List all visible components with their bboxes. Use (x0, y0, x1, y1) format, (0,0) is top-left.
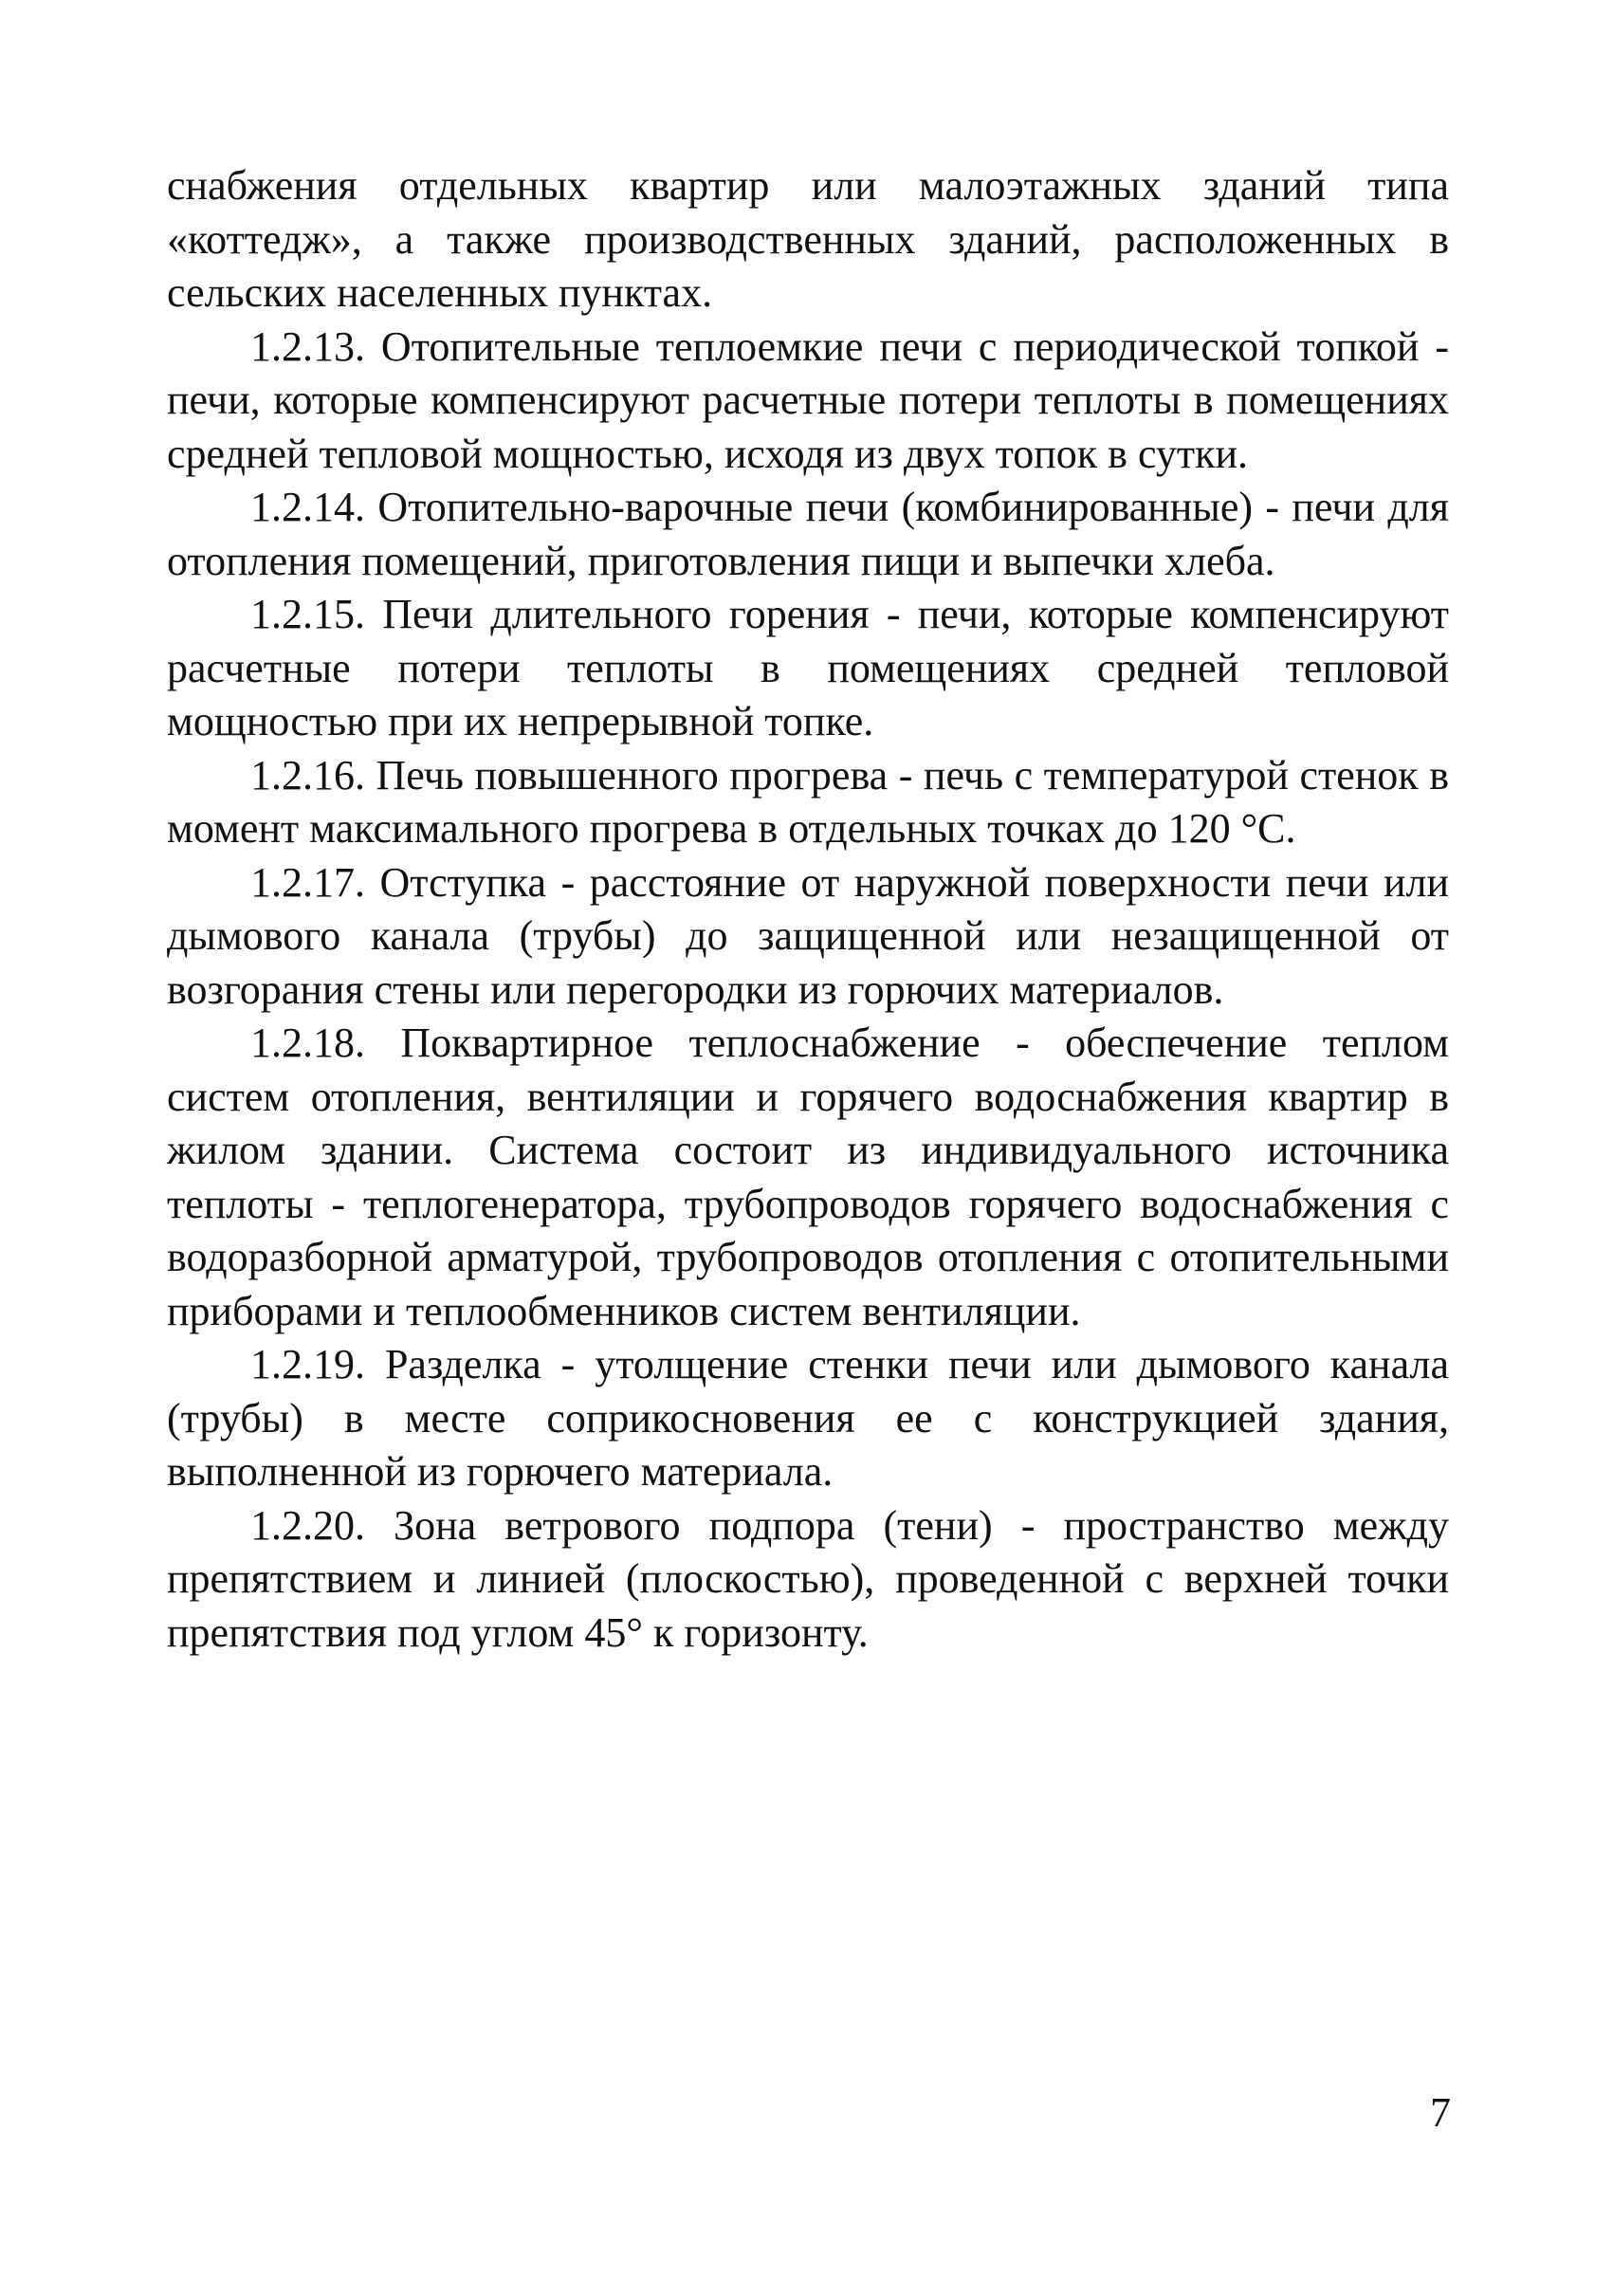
paragraph-1-2-14: 1.2.14. Отопительно-варочные печи (комбинированные) - печи для отопления помещений, приготовления пищи и выпечки хлеба. (167, 484, 1449, 584)
paragraph-1-2-16: 1.2.16. Печь повышенного прогрева - печь с температурой стенок в момент максимального прогрева в отдельных точках до 120 °С. (167, 751, 1449, 852)
paragraph-1-2-15: 1.2.15. Печи длительного горения - печи, которые компенсируют расчетные потери теплоты в помещениях средней тепловой мощностью при их непрерывной топке. (167, 591, 1449, 744)
paragraph-1-2-13: 1.2.13. Отопительные теплоемкие печи с периодической топкой - печи, которые компенсируют расчетные потери теплоты в помещениях средней тепловой мощностью, исходя из двух топок в сутки. (167, 322, 1449, 477)
paragraph-1-2-20: 1.2.20. Зона ветрового подпора (тени) - пространство между препятствием и линией (плоскостью), проведенной с верхней точки препятствия под углом 45° к горизонту. (167, 1501, 1449, 1656)
body-text (167, 159, 1449, 1660)
paragraph-1-2-17: 1.2.17. Отступка - расстояние от наружной поверхности печи или дымового канала (трубы) до защищенной или незащищенной от возгорания стены или перегородки из горючих материалов. (167, 858, 1449, 1013)
page-number: 7 (1430, 2089, 1451, 2136)
paragraph-1-2-19: 1.2.19. Разделка - утолщение стенки печи или дымового канала (трубы) в месте соприкосновения ее с конструкцией здания, выполненной из горючего материала. (167, 1341, 1449, 1495)
paragraph-1-2-18: 1.2.18. Поквартирное теплоснабжение - обеспечение теплом систем отопления, вентиляции и горячего водоснабжения квартир в жилом здании. Система состоит из индивидуального источника теплоты - теплогенератора, трубопроводов горячего водоснабжения с водоразборной арматурой, трубопроводов отопления с отопительными приборами и теплообменников систем вентиляции. (167, 1019, 1449, 1334)
paragraph-continuation: снабжения отдельных квартир или малоэтажных зданий типа «коттедж», а также производственных зданий, расположенных в сельских населенных пунктах. (167, 162, 1449, 316)
